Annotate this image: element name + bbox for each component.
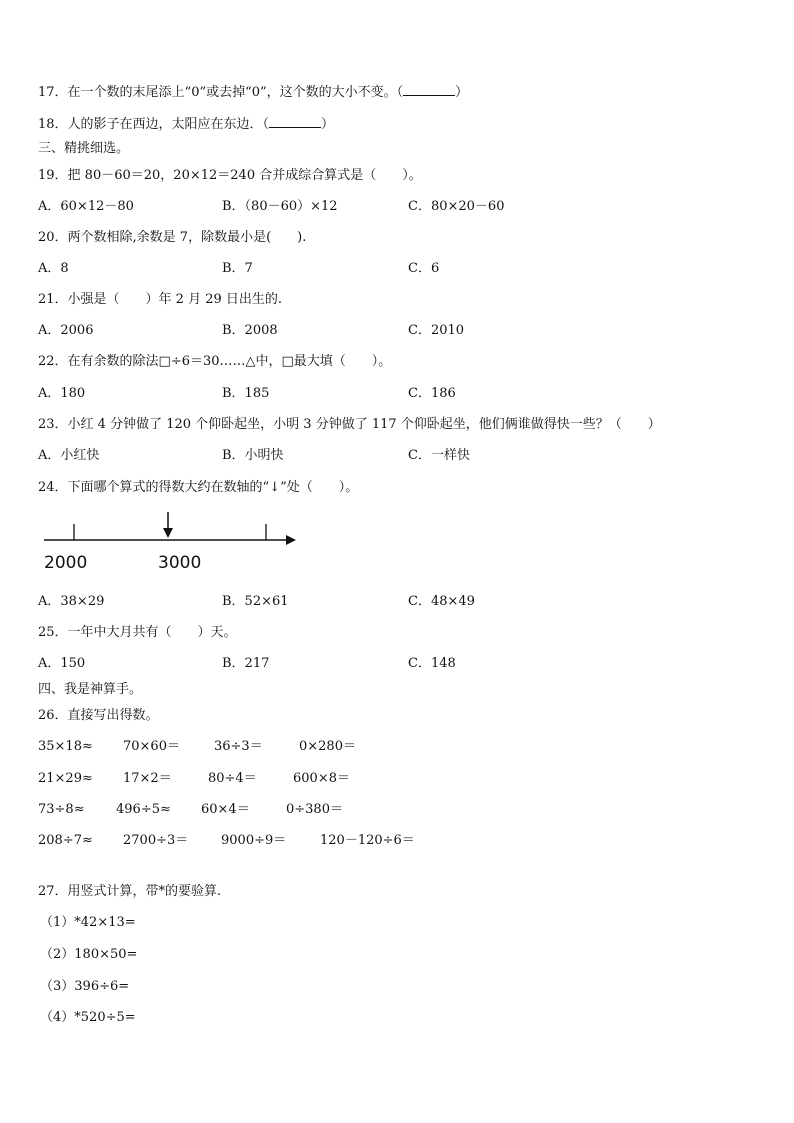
- mental-math-item: 21×29≈: [38, 771, 93, 786]
- mental-math-item: 17×2＝: [123, 771, 172, 786]
- q21-option-a[interactable]: A．2006: [38, 323, 94, 338]
- question-21-text: 21．小强是（ ）年 2 月 29 日出生的.: [38, 292, 283, 307]
- q19-option-a[interactable]: A．60×12－80: [38, 199, 134, 214]
- mental-math-item: 73÷8≈: [38, 802, 85, 817]
- q22-option-c[interactable]: C．186: [408, 386, 456, 401]
- mental-math-item: 2700÷3＝: [123, 833, 189, 848]
- mental-math-item: 120－120÷6＝: [320, 833, 415, 848]
- q19-option-b[interactable]: B．（80－60）×12: [222, 199, 338, 214]
- label-2000: 2000: [44, 553, 88, 573]
- question-24-text: 24．下面哪个算式的得数大约在数轴的“↓”处（ ）。: [38, 480, 359, 495]
- q27-item-1: （1）*42×13=: [40, 915, 136, 930]
- number-line-figure: [40, 512, 310, 582]
- q21-option-c[interactable]: C．2010: [408, 323, 465, 338]
- q23-option-c[interactable]: C．一样快: [408, 448, 470, 463]
- q22-option-a[interactable]: A．180: [38, 386, 86, 401]
- answer-blank[interactable]: [403, 84, 455, 96]
- mental-math-item: 496÷5≈: [116, 802, 171, 817]
- q20-option-b[interactable]: B．7: [222, 261, 253, 276]
- question-18: 18．人的影子在西边，太阳应在东边．（ ）: [38, 117, 335, 132]
- question-17-text: 17．在一个数的末尾添上“0”或去掉“0”，这个数的大小不变。（: [38, 85, 404, 100]
- q27-item-3: （3）396÷6=: [40, 979, 130, 994]
- mental-math-item: 80÷4＝: [208, 771, 257, 786]
- question-23-text: 23．小红 4 分钟做了 120 个仰卧起坐，小明 3 分钟做了 117 个仰卧起坐，他们俩谁做得快一些？（ ）: [38, 417, 661, 432]
- mental-math-item: 35×18≈: [38, 739, 93, 754]
- q24-option-c[interactable]: C．48×49: [408, 594, 475, 609]
- arrow-head-icon: [286, 535, 296, 545]
- question-19-text: 19．把 80－60＝20，20×12＝240 合并成综合算式是（ ）。: [38, 168, 422, 183]
- mental-math-item: 36÷3＝: [214, 739, 263, 754]
- q19-option-c[interactable]: C．80×20－60: [408, 199, 505, 214]
- section-4-heading: 四、我是神算手。: [38, 682, 143, 697]
- question-20-text: 20．两个数相除,余数是 7，除数最小是( ).: [38, 230, 307, 245]
- number-line-svg: [40, 512, 310, 582]
- q27-item-2: （2）180×50=: [40, 947, 138, 962]
- q21-option-b[interactable]: B．2008: [222, 323, 278, 338]
- q25-option-a[interactable]: A．150: [38, 656, 86, 671]
- q25-option-b[interactable]: B．217: [222, 656, 270, 671]
- label-3000: 3000: [158, 553, 202, 573]
- question-17: 17．在一个数的末尾添上“0”或去掉“0”，这个数的大小不变。（ ）: [38, 85, 469, 100]
- q22-option-b[interactable]: B．185: [222, 386, 270, 401]
- mental-math-item: 60×4＝: [201, 802, 250, 817]
- question-27-text: 27．用竖式计算，带*的要验算.: [38, 884, 222, 899]
- q23-option-a[interactable]: A．小红快: [38, 448, 100, 463]
- question-25-text: 25．一年中大月共有（ ）天。: [38, 625, 237, 640]
- section-3-heading: 三、精挑细选。: [38, 141, 130, 156]
- mental-math-item: 0÷380＝: [286, 802, 343, 817]
- mental-math-item: 208÷7≈: [38, 833, 93, 848]
- q27-item-4: （4）*520÷5=: [40, 1010, 136, 1025]
- mental-math-item: 600×8＝: [293, 771, 350, 786]
- question-26-text: 26．直接写出得数。: [38, 708, 159, 723]
- q23-option-b[interactable]: B．小明快: [222, 448, 284, 463]
- question-18-text: 18．人的影子在西边，太阳应在东边．（: [38, 117, 270, 132]
- mental-math-item: 0×280＝: [299, 739, 356, 754]
- mental-math-item: 70×60＝: [123, 739, 180, 754]
- q25-option-c[interactable]: C．148: [408, 656, 456, 671]
- down-arrow-icon: [163, 528, 173, 538]
- answer-blank[interactable]: [269, 116, 321, 128]
- q24-option-b[interactable]: B．52×61: [222, 594, 289, 609]
- q24-option-a[interactable]: A．38×29: [38, 594, 105, 609]
- q20-option-a[interactable]: A．8: [38, 261, 69, 276]
- q20-option-c[interactable]: C．6: [408, 261, 440, 276]
- mental-math-item: 9000÷9＝: [221, 833, 287, 848]
- question-22-text: 22．在有余数的除法□÷6＝30……△中，□最大填（ ）。: [38, 354, 392, 369]
